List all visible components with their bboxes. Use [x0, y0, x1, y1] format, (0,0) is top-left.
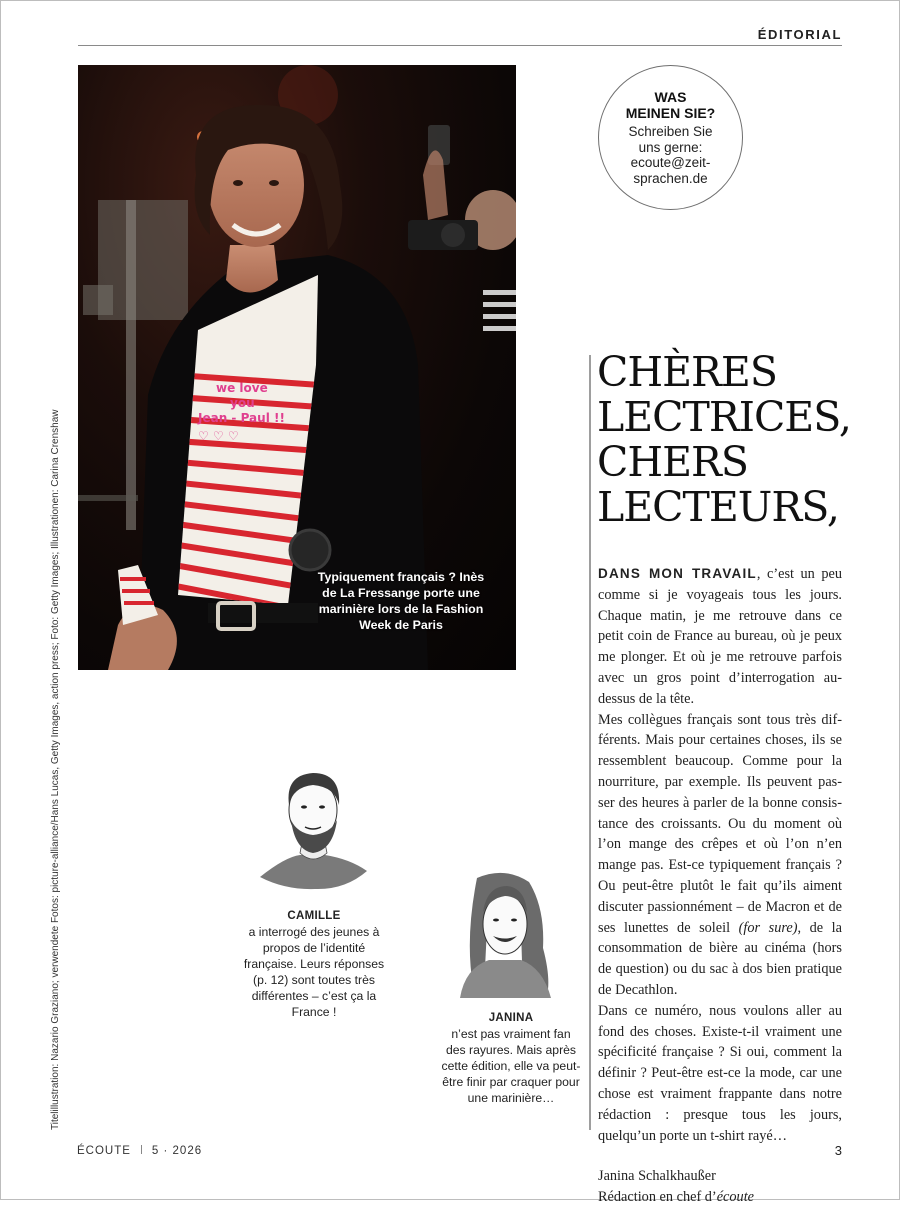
paragraph: Dans ce numéro, nous voulons aller au fond des choses. Existe-t-il vraiment une spécificité française ? Si oui, comment la définir ? Peut-être est-ce la mode, car une chose est vraiment frappante dans notre rédaction : presque tous les jours, quelqu’un porte un t-shirt rayé…: [598, 1002, 842, 1144]
section-label: ÉDITORIAL: [757, 27, 842, 42]
paragraph: DANS MON TRAVAIL, c’est un peu comme si je voyageais tous les jours. Chaque matin, je me retrouve dans ce petit coin de France au bureau, où je peux me plonger. Et où je me retrouve parfois avec un gros point d’interrogation au-dessus de la tête.: [598, 566, 842, 707]
photo-credits: Titelillustration: Nazario Graziano; verwendete Fotos: picture-alliance/Hans Lucas, Getty Images, action press; Foto: Getty Images; Illustrationen: Carina Crenshaw: [50, 409, 61, 1130]
signature-role: Rédaction en chef d’écoute: [598, 1189, 755, 1206]
lead-in: DANS MON TRAVAIL: [598, 566, 757, 581]
contributor-camille: [240, 908, 388, 1020]
column-divider: [589, 355, 591, 1130]
footer-issue: [77, 1145, 202, 1157]
footer-separator: [141, 1145, 142, 1154]
contributor-name: CAMILLE: [287, 910, 341, 922]
headline-line: CHERS: [597, 438, 749, 486]
page-number: 3: [834, 1143, 842, 1158]
header-divider: [78, 45, 842, 46]
belt: [208, 603, 318, 623]
headline-line: LECTEURS,: [597, 483, 839, 531]
photo-caption: Typiquement français ? Inès de La Fressange porte une marinière lors de la Fashion Week de Paris: [317, 570, 485, 632]
contributor-janina: [440, 1010, 582, 1106]
shirt-text-line: you: [230, 396, 255, 410]
magazine-name: ÉCOUTE: [77, 1145, 131, 1157]
portrait-janina: [455, 868, 555, 1003]
contributor-bio: n’est pas vraiment fan des rayures. Mais après cette édition, elle va peut-être finir par craquer pour une marinière…: [441, 1027, 581, 1105]
brooch: [290, 530, 330, 570]
contact-title: WAS MEINEN SIE?: [625, 89, 716, 121]
shirt-text-line: we love: [216, 381, 268, 395]
illustration-man-icon: [255, 765, 370, 895]
illustration-woman-icon: [455, 868, 555, 1003]
contact-email[interactable]: ecoute@zeit-: [630, 155, 711, 170]
hero-photo: [78, 65, 516, 670]
portrait-camille: [255, 765, 370, 895]
contact-email-domain[interactable]: sprachen.de: [633, 170, 708, 186]
contact-text: Schreiben Sie uns gerne: ecoute@zeit- sprachen.de: [628, 124, 713, 186]
headline-line: LECTRICES,: [597, 393, 851, 441]
neck: [226, 245, 278, 293]
signature-name: Janina Schalkhaußer: [598, 1168, 716, 1185]
headline-line: CHÈRES: [597, 348, 777, 396]
contributor-bio: a interrogé des jeunes à propos de l’identité française. Leurs réponses (p. 12) sont toutes très différentes – c’est ça la France !: [243, 925, 385, 1019]
signature: [598, 1166, 842, 1208]
editorial-body: [598, 564, 842, 1208]
contact-badge: [598, 65, 743, 210]
editorial-headline: [597, 350, 867, 530]
heart-icons: ♡ ♡ ♡: [198, 429, 239, 443]
issue-number: 5 · 2026: [151, 1145, 203, 1157]
contributor-name: JANINA: [488, 1012, 534, 1024]
shirt-text-line: Jean - Paul !!: [198, 411, 285, 425]
paragraph: Mes collègues français sont tous très différents. Mais pour certaines choses, ils se ressemblent beaucoup. Comme pour la nourriture, par exemple. Ils peuvent passer des heures à parler de la bonne consistance des croissants. Ou du moment où l’on mange des crêpes et où l’on n’en mange pas. Est-ce typiquement français ? Ou peut-être plutôt le fait qu’ils aiment discuter passionnément – de Macron et de ses lunettes de soleil (for sure), de la consommation de bière au cinéma (hors de question) ou du sac à dos bien pratique de Decathlon.: [598, 711, 842, 998]
